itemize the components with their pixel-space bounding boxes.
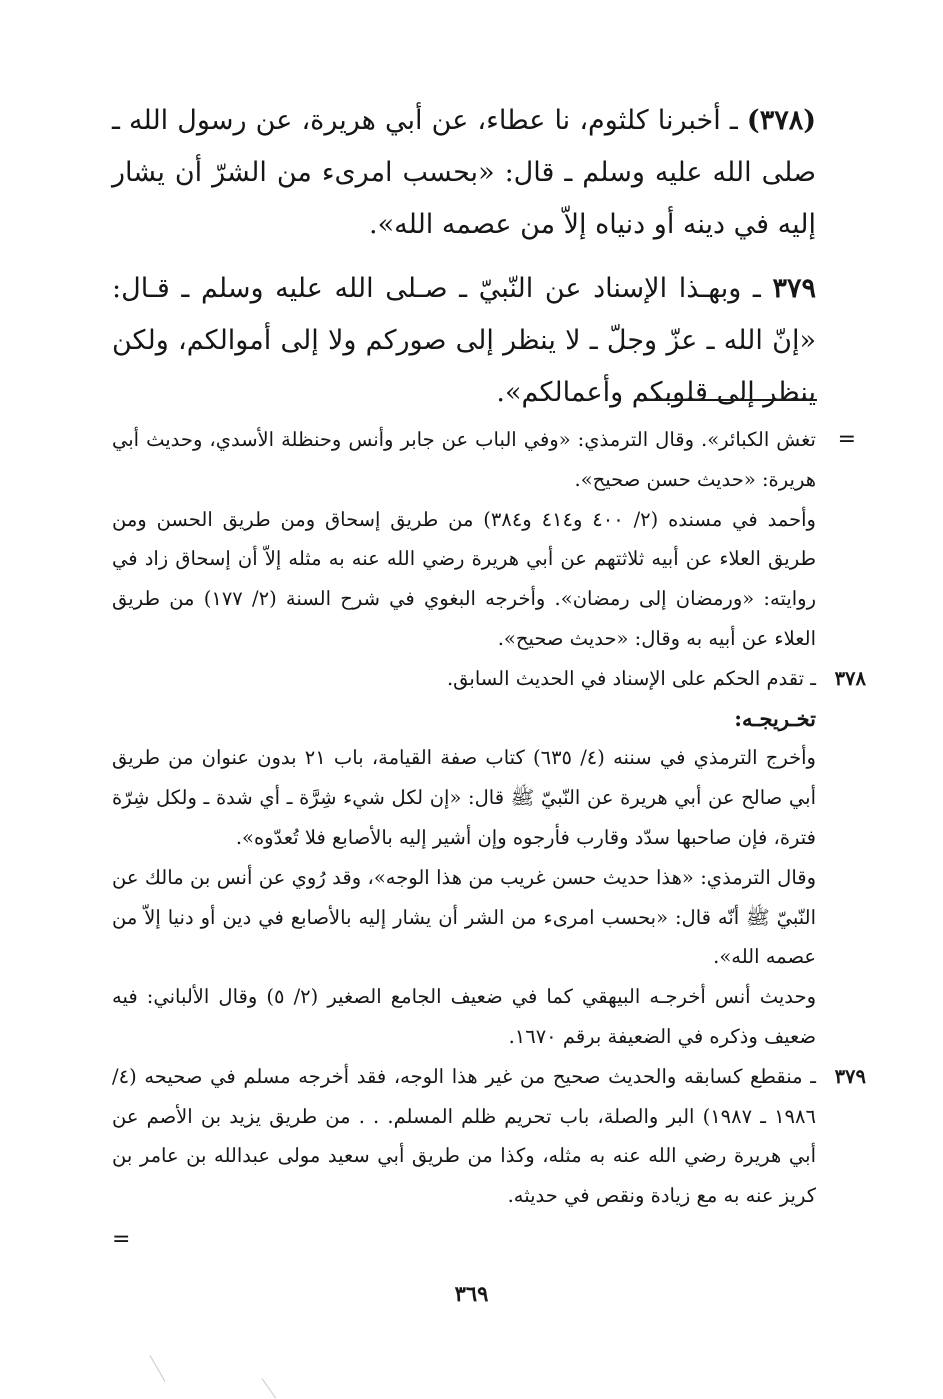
footnote-number: ٣٧٩ <box>834 1064 866 1088</box>
hadith-number: (٣٧٨) <box>746 105 816 136</box>
footnote-continuation <box>112 420 856 659</box>
scan-artifact <box>262 1378 277 1398</box>
footnote-paragraph: وقال الترمذي: «هذا حديث حسن غريب من هذا الوجه»، وقد رُوي عن أنس بن مالك عن النّبيّ ﷺ أنّه قال: «بحسب امرىء من الشر أن يشار إليه بالأصابع في دين أو دنيا إلاّ من عصمه الله». <box>112 865 816 969</box>
footnote-378 <box>112 659 866 1057</box>
footnote-379 <box>112 1057 866 1216</box>
hadith-text: ـ أخبرنا كلثوم، نا عطاء، عن أبي هريرة، عن رسول الله ـ صلى الله عليه وسلم ـ قال: «بحسب امرىء من الشرّ أن يشار إليه في دينه أو دنياه إلاّ من عصمه الله». <box>112 105 816 240</box>
footnote-number: ٣٧٨ <box>834 666 866 690</box>
continuation-mark-end: = <box>112 1227 131 1252</box>
footnote-separator <box>645 399 817 401</box>
scan-artifact <box>150 1355 166 1381</box>
footnote-paragraph: وأحمد في مسنده (٢/ ٤٠٠ و٤١٤ و٣٨٤) من طريق إسحاق ومن طريق الحسن ومن طريق العلاء عن أبيه ثلاثتهم عن أبي هريرة رضي الله عنه به مثله إلاّ أن إسحاق زاد في روايته: «ورمضان إلى رمضان». وأخرجه البغوي في شرح السنة (٢/ ١٧٧) من طريق العلاء عن أبيه به وقال: «حديث صحيح». <box>112 507 817 650</box>
hadith-number: ٣٧٩ <box>772 273 816 304</box>
footnote-paragraph: وحديث أنس أخرجـه البيهقي كما في ضعيف الجامع الصغير (٢/ ٥) وقال الألباني: فيه ضعيف وذكره في الضعيفة برقم ١٦٧٠. <box>112 985 816 1048</box>
footnote-text: ـ منقطع كسابقه والحديث صحيح من غير هذا الوجه، فقد أخرجه مسلم في صحيحه (٤/ ١٩٨٦ ـ ١٩٨٧) البر والصلة، باب تحريم ظلم المسلم. . . من طريق يزيد بن الأصم عن أبي هريرة رضي الله عنه به مثله، وكذا من طريق أبي سعيد مولى عبدالله بن عامر بن كريز عنه به مع زيادة ونقص في حديثه. <box>112 1064 816 1208</box>
hadith-378 <box>112 95 816 251</box>
footnote-paragraph: تغش الكبائر». وقال الترمذي: «وفي الباب عن جابر وأنس وحنظلة الأسدي، وحديث أبي هريرة: «حديث حسن صحيح». <box>112 428 816 491</box>
continuation-mark: = <box>837 427 856 452</box>
takhrij-heading: تخـريجـه: <box>734 705 816 731</box>
hadith-text: ـ وبهـذا الإسناد عن النّبيّ ـ صـلى الله عليه وسلم ـ قـال: «إنّ الله ـ عزّ وجلّ ـ لا ينظر إلى صوركم ولا إلى أموالكم، ولكن ينظر إلى قلوبكم وأعمالكم». <box>112 273 816 408</box>
footnote-paragraph: وأخرج الترمذي في سننه (٤/ ٦٣٥) كتاب صفة القيامة، باب ٢١ بدون عنوان من طريق أبي صالح عن أبي هريرة عن النّبيّ ﷺ قال: «إن لكل شيء شِرَّة ـ أي شدة ـ ولكل شِرّة فترة، فإن صاحبها سدّد وقارب فأرجوه وإن أشير إليه بالأصابع فلا تُعدّوه». <box>112 746 816 849</box>
page-number: ٣٦٩ <box>454 1281 489 1306</box>
hadith-379 <box>112 263 816 419</box>
main-text <box>112 95 816 431</box>
footnote-text: ـ تقدم الحكم على الإسناد في الحديث السابق. <box>446 666 816 690</box>
footnotes <box>112 420 866 1216</box>
